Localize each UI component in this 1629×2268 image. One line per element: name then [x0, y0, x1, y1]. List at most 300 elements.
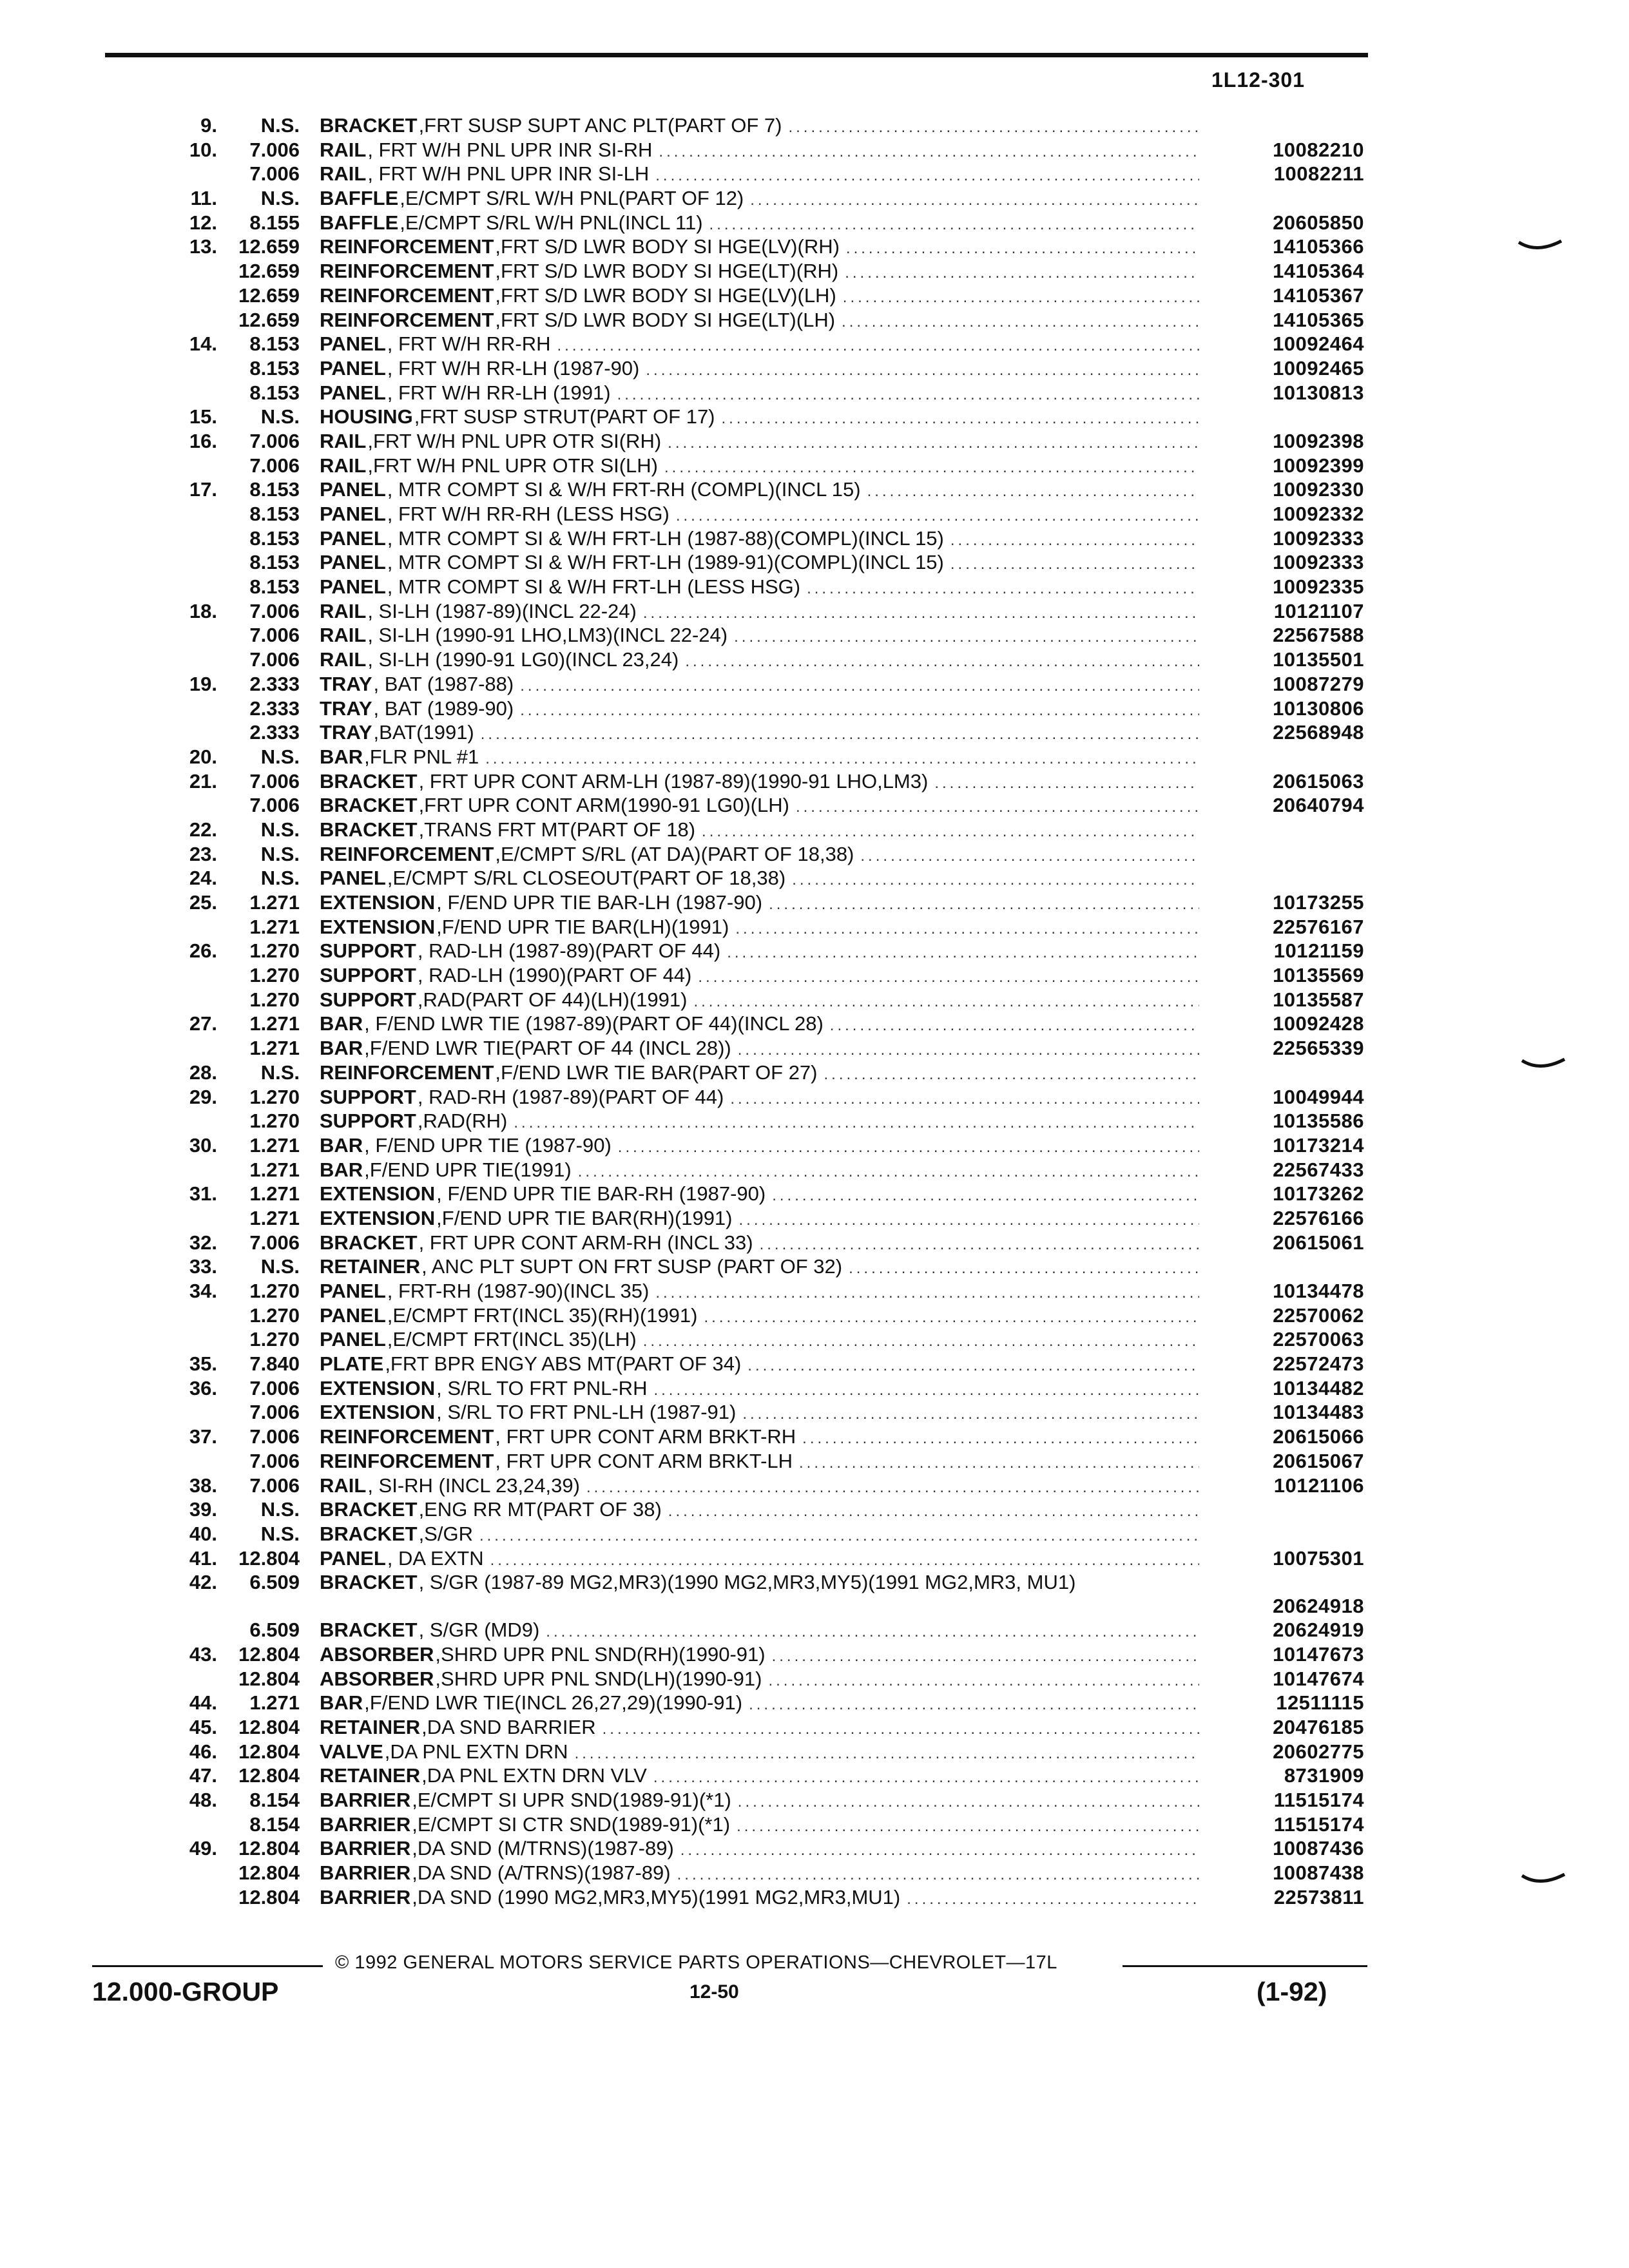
- part-row: [0, 526, 1629, 551]
- part-row: [0, 1352, 1629, 1376]
- part-row: [0, 138, 1629, 162]
- part-number: 22573811: [1273, 1885, 1364, 1908]
- part-detail: , FRT UPR CONT ARM-LH (1987-89)(1990-91 LHO,LM3): [418, 769, 929, 793]
- part-description: [320, 818, 1199, 844]
- part-description: [320, 477, 1199, 504]
- part-row: [0, 866, 1629, 890]
- part-description: [320, 284, 1199, 310]
- part-noun: EXTENSION: [320, 891, 436, 914]
- part-detail: ,E/CMPT S/RL W/H PNL(PART OF 12): [400, 187, 744, 210]
- part-noun: PANEL: [320, 526, 386, 550]
- group-number: 7.006: [249, 1425, 300, 1448]
- part-detail: ,FRT S/D LWR BODY SI HGE(LV)(LH): [495, 284, 836, 307]
- group-number: N.S.: [260, 405, 300, 428]
- part-description: [320, 502, 1199, 528]
- group-number: N.S.: [260, 187, 300, 210]
- part-noun: BARRIER: [320, 1885, 411, 1908]
- item-number: 32.: [189, 1231, 217, 1254]
- leader-dots: [514, 698, 1199, 723]
- part-number: 22572473: [1273, 1352, 1364, 1376]
- part-noun: REINFORCEMENT: [320, 842, 494, 865]
- item-number: 47.: [189, 1764, 217, 1787]
- part-detail: , BAT (1987-88): [373, 672, 514, 695]
- part-detail: ,FRT SUSP SUPT ANC PLT(PART OF 7): [418, 114, 782, 137]
- part-noun: RETAINER: [320, 1716, 421, 1738]
- leader-dots: [715, 407, 1199, 431]
- leader-dots: [782, 115, 1199, 140]
- leader-dots: [637, 601, 1199, 626]
- leader-dots: [928, 771, 1199, 796]
- group-number: 1.271: [249, 1206, 300, 1229]
- leader-dots: [473, 1524, 1199, 1548]
- part-detail: , FRT W/H PNL UPR INR SI-RH: [367, 138, 653, 161]
- part-detail: , FRT W/H PNL UPR INR SI-LH: [367, 162, 650, 186]
- part-description: [320, 1231, 1199, 1257]
- part-number: 10121106: [1273, 1474, 1364, 1497]
- group-number: 8.154: [249, 1789, 300, 1812]
- leader-dots: [944, 552, 1199, 577]
- part-row: [0, 1061, 1629, 1085]
- part-description: [320, 1885, 1199, 1912]
- part-detail: , RAD-LH (1987-89)(PART OF 44): [417, 939, 721, 963]
- part-detail: , ANC PLT SUPT ON FRT SUSP (PART OF 32): [421, 1255, 843, 1278]
- part-number: 10075301: [1273, 1546, 1364, 1570]
- part-description: [320, 138, 1199, 164]
- group-number: 1.271: [249, 891, 300, 914]
- part-detail: , SI-LH (1987-89)(INCL 22-24): [367, 599, 637, 622]
- group-number: 7.006: [249, 648, 300, 671]
- part-number: 10092333: [1273, 551, 1364, 574]
- part-row: [0, 963, 1629, 988]
- part-description: [320, 356, 1199, 383]
- item-number: 12.: [189, 211, 217, 234]
- group-number: 12.659: [238, 308, 300, 331]
- part-row: [0, 162, 1629, 186]
- part-detail: ,DA PNL EXTN DRN: [384, 1740, 568, 1763]
- part-detail: ,DA SND BARRIER: [421, 1716, 596, 1738]
- leader-dots: [662, 1499, 1199, 1524]
- part-row: [0, 1788, 1629, 1812]
- group-number: 7.006: [249, 454, 300, 477]
- leader-dots: [568, 1742, 1199, 1766]
- part-row: [0, 1885, 1629, 1910]
- part-description: [320, 162, 1199, 188]
- page-number: 12-50: [689, 1981, 739, 2003]
- part-description: [320, 1715, 1199, 1742]
- leader-dots: [742, 1693, 1199, 1717]
- leader-dots: [766, 1184, 1199, 1208]
- leader-dots: [729, 917, 1199, 941]
- part-noun: PANEL: [320, 1303, 386, 1327]
- leader-dots: [639, 358, 1199, 383]
- part-row: [0, 1642, 1629, 1667]
- part-noun: EXTENSION: [320, 1182, 436, 1206]
- group-number: 8.153: [249, 575, 300, 599]
- item-number: 29.: [189, 1085, 217, 1108]
- part-detail: , F/END UPR TIE BAR-LH (1987-90): [436, 891, 763, 914]
- part-row: [0, 1812, 1629, 1837]
- part-description: [320, 1642, 1199, 1669]
- part-detail: ,FRT S/D LWR BODY SI HGE(LV)(RH): [495, 235, 840, 258]
- part-noun: RAIL: [320, 454, 367, 477]
- part-number: 10092335: [1273, 575, 1364, 599]
- leader-dots: [741, 1354, 1199, 1378]
- part-row: [0, 356, 1629, 381]
- part-row: [0, 623, 1629, 648]
- group-number: 7.006: [249, 1474, 300, 1497]
- part-row: [0, 1254, 1629, 1279]
- part-number: 22576166: [1273, 1206, 1364, 1229]
- part-detail: ,E/CMPT S/RL CLOSEOUT(PART OF 18,38): [387, 867, 786, 890]
- part-row: [0, 1522, 1629, 1546]
- part-noun: BRACKET: [320, 114, 418, 137]
- part-noun: PANEL: [320, 1328, 386, 1351]
- leader-dots: [731, 1038, 1199, 1062]
- part-detail: ,E/CMPT FRT(INCL 35)(RH)(1991): [387, 1303, 698, 1327]
- item-number: 18.: [189, 599, 217, 622]
- part-row: [0, 308, 1629, 332]
- part-row: [0, 1158, 1629, 1182]
- group-number: 7.840: [249, 1352, 300, 1376]
- part-detail: , SI-LH (1990-91 LG0)(INCL 23,24): [367, 648, 679, 671]
- leader-dots: [687, 990, 1199, 1014]
- part-detail: , MTR COMPT SI & W/H FRT-LH (LESS HSG): [387, 575, 801, 599]
- footer-rule-left: [92, 1965, 323, 1967]
- part-row: [0, 211, 1629, 235]
- part-description: [320, 1376, 1199, 1403]
- group-number: 1.271: [249, 915, 300, 938]
- part-number: 10135501: [1273, 648, 1364, 671]
- item-number: 38.: [189, 1474, 217, 1497]
- part-number: 10173255: [1273, 891, 1364, 914]
- part-description: [320, 793, 1199, 820]
- group-number: N.S.: [260, 842, 300, 865]
- part-noun: SUPPORT: [320, 964, 416, 987]
- part-noun: RAIL: [320, 648, 367, 671]
- part-row: [0, 259, 1629, 284]
- part-description: [320, 988, 1199, 1014]
- item-number: 33.: [189, 1255, 217, 1278]
- part-detail: ,FLR PNL #1: [364, 745, 479, 768]
- part-row: [0, 939, 1629, 963]
- part-description: [320, 1254, 1199, 1281]
- part-row: [0, 648, 1629, 672]
- group-number: N.S.: [260, 1522, 300, 1545]
- part-detail: , S/RL TO FRT PNL-LH (1987-91): [436, 1401, 737, 1424]
- part-noun: TRAY: [320, 672, 372, 695]
- part-description: [320, 211, 1199, 237]
- part-description: [320, 963, 1199, 990]
- revision-date: (1-92): [1257, 1977, 1327, 2006]
- part-number: 10147673: [1273, 1642, 1364, 1666]
- part-number: 10135587: [1273, 988, 1364, 1011]
- part-description: [320, 599, 1199, 626]
- item-number: 11.: [190, 187, 217, 210]
- part-detail: ,E/CMPT S/RL (AT DA)(PART OF 18,38): [495, 842, 854, 865]
- group-label: 12.000-GROUP: [92, 1977, 279, 2006]
- part-noun: ABSORBER: [320, 1642, 434, 1666]
- group-number: 12.804: [238, 1740, 300, 1763]
- item-number: 22.: [189, 818, 217, 841]
- part-noun: REINFORCEMENT: [320, 308, 494, 331]
- part-description: [320, 550, 1199, 577]
- part-description: [320, 1085, 1199, 1111]
- part-noun: BAFFLE: [320, 187, 399, 210]
- group-number: N.S.: [260, 1255, 300, 1278]
- part-number: 10134483: [1273, 1401, 1364, 1424]
- item-number: 26.: [189, 939, 217, 963]
- group-number: 1.270: [249, 964, 300, 987]
- part-number: 20624919: [1273, 1619, 1364, 1642]
- part-number: 14105366: [1273, 235, 1364, 258]
- part-noun: RAIL: [320, 429, 367, 452]
- group-number: 1.270: [249, 1303, 300, 1327]
- part-number: 10092399: [1273, 454, 1364, 477]
- part-detail: , RAD-RH (1987-89)(PART OF 44): [417, 1085, 724, 1108]
- part-number: 10173214: [1273, 1133, 1364, 1157]
- part-noun: RETAINER: [320, 1255, 421, 1278]
- part-noun: RAIL: [320, 1474, 367, 1497]
- group-number: 1.270: [249, 1085, 300, 1108]
- part-row: [0, 1763, 1629, 1788]
- leader-dots: [647, 1378, 1199, 1403]
- item-number: 17.: [189, 478, 217, 501]
- group-number: 2.333: [249, 721, 300, 744]
- item-number: 24.: [189, 867, 217, 890]
- part-number: 10092464: [1273, 332, 1364, 356]
- part-detail: ,FRT S/D LWR BODY SI HGE(LT)(RH): [495, 260, 839, 283]
- leader-dots: [539, 1620, 1199, 1644]
- group-number: 12.804: [238, 1861, 300, 1885]
- group-number: 7.006: [249, 162, 300, 186]
- item-number: 39.: [189, 1498, 217, 1521]
- part-noun: RAIL: [320, 599, 367, 622]
- group-number: 1.271: [249, 1012, 300, 1035]
- item-number: 43.: [189, 1642, 217, 1666]
- item-number: 48.: [189, 1789, 217, 1812]
- part-number: 22570063: [1273, 1328, 1364, 1351]
- part-noun: BARRIER: [320, 1812, 411, 1836]
- part-row: [0, 186, 1629, 211]
- part-noun: BARRIER: [320, 1861, 411, 1885]
- part-noun: SUPPORT: [320, 1110, 416, 1133]
- leader-dots: [611, 383, 1199, 407]
- part-noun: REINFORCEMENT: [320, 1449, 494, 1472]
- part-number: 20602775: [1273, 1740, 1364, 1763]
- item-number: 19.: [189, 672, 217, 695]
- group-number: 6.509: [249, 1619, 300, 1642]
- part-detail: ,E/CMPT FRT(INCL 35)(LH): [387, 1328, 637, 1351]
- part-noun: PANEL: [320, 503, 386, 525]
- part-row: [0, 1327, 1629, 1352]
- part-number: 10092465: [1273, 356, 1364, 380]
- part-detail: , SI-RH (INCL 23,24,39): [367, 1474, 580, 1497]
- part-row: [0, 1012, 1629, 1036]
- part-row: [0, 1449, 1629, 1474]
- part-detail: , S/GR (MD9): [418, 1619, 540, 1642]
- part-detail: ,DA SND (1990 MG2,MR3,MY5)(1991 MG2,MR3,MU1): [412, 1885, 901, 1908]
- group-number: 7.006: [249, 599, 300, 622]
- leader-dots: [733, 1208, 1200, 1233]
- item-number: 34.: [189, 1280, 217, 1302]
- part-noun: PANEL: [320, 551, 386, 574]
- group-number: N.S.: [260, 1061, 300, 1084]
- part-description: [320, 1522, 1199, 1548]
- leader-dots: [474, 722, 1199, 747]
- part-row: [0, 720, 1629, 745]
- item-number: 31.: [189, 1182, 217, 1206]
- part-description: [320, 259, 1199, 285]
- group-number: 12.804: [238, 1716, 300, 1738]
- part-number: 20615067: [1273, 1449, 1364, 1472]
- leader-dots: [637, 1329, 1199, 1354]
- leader-dots: [703, 213, 1199, 237]
- part-row: [0, 113, 1629, 138]
- group-number: N.S.: [260, 867, 300, 890]
- part-row: [0, 1182, 1629, 1206]
- part-noun: PANEL: [320, 867, 386, 890]
- part-row: [0, 381, 1629, 405]
- part-description: [320, 1158, 1199, 1184]
- item-number: 36.: [189, 1376, 217, 1399]
- part-row: [0, 1497, 1629, 1522]
- leader-dots: [720, 941, 1199, 965]
- part-description: [320, 1352, 1199, 1378]
- part-description: [320, 405, 1199, 431]
- leader-dots: [818, 1062, 1200, 1087]
- part-description: [320, 1691, 1199, 1717]
- group-number: 12.804: [238, 1837, 300, 1860]
- item-number: 14.: [189, 332, 217, 356]
- part-description: [320, 939, 1199, 965]
- part-row: [0, 1279, 1629, 1303]
- group-number: 1.271: [249, 1182, 300, 1206]
- part-number: 10134482: [1273, 1376, 1364, 1399]
- part-noun: HOUSING: [320, 405, 413, 428]
- part-description: [320, 623, 1199, 649]
- part-noun: BRACKET: [320, 1619, 418, 1642]
- group-number: 1.270: [249, 988, 300, 1011]
- part-noun: BAR: [320, 1133, 363, 1157]
- part-number: 10130813: [1273, 381, 1364, 404]
- part-noun: REINFORCEMENT: [320, 284, 494, 307]
- part-detail: ,E/CMPT S/RL W/H PNL(INCL 11): [400, 211, 703, 234]
- item-number: 49.: [189, 1837, 217, 1860]
- leader-dots: [724, 1087, 1199, 1111]
- part-description: [320, 1400, 1199, 1427]
- page-code: 1L12-301: [1211, 68, 1305, 91]
- group-number: 7.006: [249, 1376, 300, 1399]
- part-row: [0, 405, 1629, 429]
- leader-dots: [479, 747, 1199, 771]
- part-noun: EXTENSION: [320, 915, 436, 938]
- group-number: 7.006: [249, 1231, 300, 1254]
- item-number: 27.: [189, 1012, 217, 1035]
- leader-dots: [649, 164, 1199, 188]
- item-number: 45.: [189, 1716, 217, 1738]
- item-number: 23.: [189, 842, 217, 865]
- part-noun: VALVE: [320, 1740, 383, 1763]
- part-row: [0, 1715, 1629, 1740]
- group-number: 12.804: [238, 1667, 300, 1690]
- part-detail: ,BAT(1991): [373, 721, 474, 744]
- part-row: [0, 1109, 1629, 1133]
- part-detail: ,ENG RR MT(PART OF 38): [418, 1498, 662, 1521]
- part-detail: ,F/END UPR TIE(1991): [364, 1158, 572, 1181]
- part-number: 22570062: [1273, 1303, 1364, 1327]
- part-number: 10087438: [1273, 1861, 1364, 1885]
- part-number: 11515174: [1273, 1789, 1364, 1812]
- part-detail: ,F/END LWR TIE BAR(PART OF 27): [495, 1061, 818, 1084]
- leader-dots: [695, 820, 1199, 844]
- group-number: 1.271: [249, 1158, 300, 1181]
- group-number: 12.804: [238, 1885, 300, 1908]
- group-number: N.S.: [260, 818, 300, 841]
- part-description: [320, 1061, 1199, 1087]
- part-detail: , BAT (1989-90): [373, 697, 514, 720]
- part-row: [0, 1667, 1629, 1691]
- part-detail: ,FRT S/D LWR BODY SI HGE(LT)(LH): [495, 308, 836, 331]
- part-detail: ,F/END LWR TIE(INCL 26,27,29)(1990-91): [364, 1691, 743, 1715]
- leader-dots: [670, 504, 1199, 528]
- item-number: 28.: [189, 1061, 217, 1084]
- part-row: [0, 1133, 1629, 1158]
- leader-dots: [507, 1111, 1199, 1135]
- part-row: [0, 672, 1629, 697]
- leader-dots: [744, 188, 1199, 213]
- leader-dots: [572, 1160, 1199, 1184]
- part-noun: BRACKET: [320, 1522, 418, 1545]
- group-number: 1.270: [249, 1280, 300, 1302]
- part-description: [320, 381, 1199, 407]
- group-number: 8.153: [249, 381, 300, 404]
- group-number: 12.659: [238, 284, 300, 307]
- group-number: 8.155: [249, 211, 300, 234]
- item-number: 37.: [189, 1425, 217, 1448]
- item-number: 46.: [189, 1740, 217, 1763]
- part-noun: BAFFLE: [320, 211, 399, 234]
- part-row: [0, 1740, 1629, 1764]
- part-row: [0, 818, 1629, 842]
- part-row: [0, 1231, 1629, 1255]
- item-number: 9.: [200, 114, 217, 137]
- leader-dots: [698, 1305, 1200, 1330]
- leader-dots: [762, 892, 1199, 917]
- part-description: [320, 1740, 1199, 1766]
- part-row: [0, 915, 1629, 939]
- part-row: [0, 697, 1629, 721]
- group-number: 7.006: [249, 1449, 300, 1472]
- part-number: 10092330: [1273, 478, 1364, 501]
- group-number: 8.154: [249, 1812, 300, 1836]
- part-number: 10135586: [1273, 1110, 1364, 1133]
- group-number: 12.659: [238, 235, 300, 258]
- part-noun: EXTENSION: [320, 1206, 436, 1229]
- part-detail: ,S/GR: [418, 1522, 473, 1545]
- part-number: 22567588: [1273, 624, 1364, 647]
- part-row: [0, 1206, 1629, 1231]
- part-description: [320, 1133, 1199, 1160]
- part-detail: , FRT W/H RR-RH: [387, 332, 551, 356]
- part-number: 10147674: [1273, 1667, 1364, 1690]
- part-description: [320, 720, 1199, 747]
- leader-dots: [596, 1717, 1199, 1742]
- part-row: [0, 745, 1629, 769]
- part-detail: ,FRT BPR ENGY ABS MT(PART OF 34): [385, 1352, 742, 1376]
- leader-dots: [766, 1644, 1199, 1669]
- part-noun: ABSORBER: [320, 1667, 434, 1690]
- part-number: 10135569: [1273, 964, 1364, 987]
